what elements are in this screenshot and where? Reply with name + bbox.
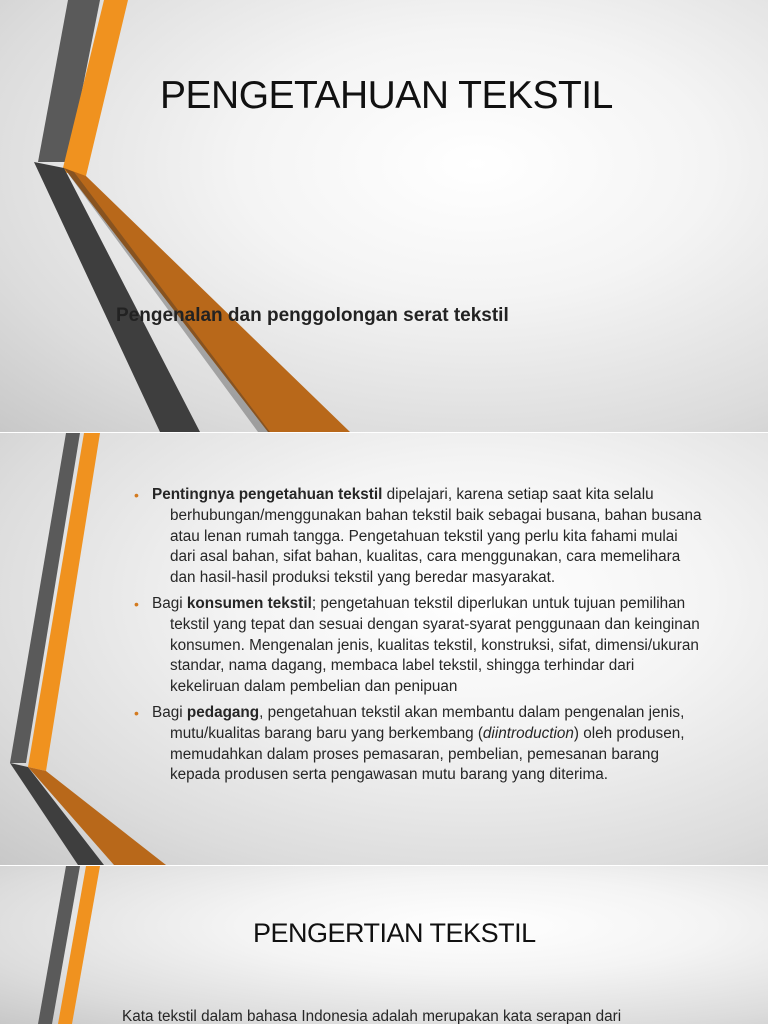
slide-subtitle: Pengenalan dan penggolongan serat tekstil (116, 305, 509, 326)
list-item (134, 485, 706, 589)
bold-term: Pentingnya pengetahuan tekstil (152, 486, 383, 503)
bullet-lead: Bagi (152, 703, 187, 721)
slide-title-heading: PENGETAHUAN TEKSTIL (160, 74, 613, 117)
slide-body-text: Kata tekstil dalam bahasa Indonesia adalah merupakan kata serapan dari (122, 1008, 622, 1024)
slide-heading: PENGERTIAN TEKSTIL (253, 918, 536, 948)
bullet-text: , pengetahuan tekstil akan membantu dalam pengenalan jenis, mutu/kualitas barang baru yang berkembang ( (170, 703, 685, 742)
bullet-icon: • (134, 595, 139, 612)
italic-term: diintroduction (482, 724, 574, 742)
bullet-text-continued: ) oleh produsen, memudahkan dalam proses pemasaran, pembelian, pemesanan barang kepada produsen serta pengawasan mutu barang yang diterima. (170, 724, 685, 784)
ribbon-decoration (0, 0, 768, 432)
bullet-icon: • (134, 704, 139, 721)
slide-definition (0, 866, 768, 1024)
bold-term: konsumen tekstil (186, 594, 312, 612)
bullet-icon: • (134, 487, 139, 503)
bullet-text: dipelajari, karena setiap saat kita selalu berhubungan/menggunakan bahan tekstil baik sebagai busana, bahan busana atau lenan rumah tangga. Pengetahuan tekstil yang perlu kita fahami mulai dari asal bahan, sifat bahan, kualitas, cara menggunakan, cara memelihara dan hasil-hasil produksi tekstil yang beredar masyarakat. (170, 486, 702, 587)
bold-term: pedagang (186, 703, 260, 721)
list-item (134, 594, 706, 698)
bullet-lead: Bagi (152, 594, 187, 612)
slide-importance (0, 433, 768, 865)
slide-title (0, 0, 768, 432)
bullet-list (134, 485, 706, 791)
list-item (134, 703, 706, 786)
bullet-text: ; pengetahuan tekstil diperlukan untuk tujuan pemilihan tekstil yang tepat dan sesuai dengan syarat-syarat penggunaan dan keinginan konsumen. Mengenalan jenis, kualitas tekstil, konstruksi, sifat, dimensi/ukuran standar, nama dagang, membaca label tekstil, shingga terhindar dari kekeliruan dalam pembelian dan penipuan (170, 594, 700, 696)
